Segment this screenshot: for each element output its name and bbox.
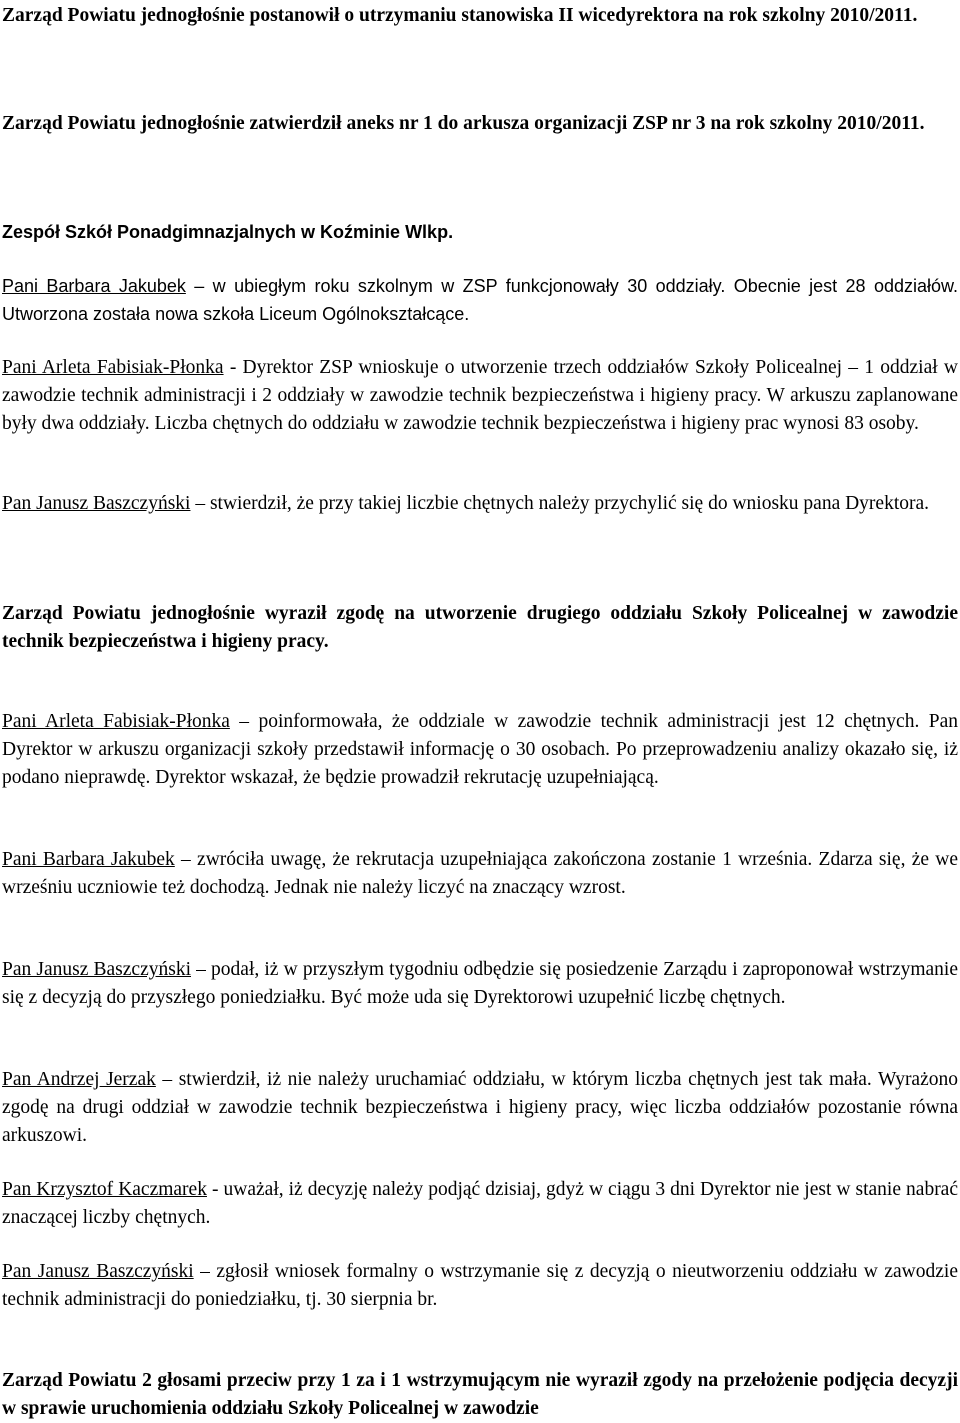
- statement-text: - uważał, iż decyzję należy podjąć dzisiaj, gdyż w ciągu 3 dni Dyrektor nie jest w stanie nabrać znaczącej liczby chętnych.: [2, 1179, 958, 1228]
- resolution-vote: Zarząd Powiatu 2 głosami przeciw przy 1 za i 1 wstrzymującym nie wyraził zgody na przełożenie podjęcia decyzji w sprawie uruchomienia oddziału Szkoły Policealnej w zawodzie: [2, 1370, 958, 1419]
- statement-jakubek-1: [2, 272, 958, 328]
- speaker-name: Pan Andrzej Jerzak: [2, 1069, 156, 1090]
- resolution-aneks: Zarząd Powiatu jednogłośnie zatwierdził aneks nr 1 do arkusza organizacji ZSP nr 3 na rok szkolny 2010/2011.: [2, 113, 925, 134]
- statement-text: – zgłosił wniosek formalny o wstrzymanie się z decyzją o nieutworzeniu oddziału w zawodzie technik administracji do poniedziałku, tj. 30 sierpnia br.: [2, 1261, 958, 1310]
- statement-baszczynski-1: [2, 490, 958, 518]
- section-heading: Zespół Szkół Ponadgimnazjalnych w Koźminie Wlkp.: [2, 222, 454, 242]
- speaker-name: Pani Barbara Jakubek: [2, 276, 186, 296]
- speaker-name: Pani Barbara Jakubek: [2, 849, 175, 870]
- statement-text: – stwierdził, że przy takiej liczbie chętnych należy przychylić się do wniosku pana Dyrektora.: [190, 493, 930, 514]
- statement-jakubek-2: [2, 846, 958, 902]
- statement-text: – poinformowała, że oddziale w zawodzie technik administracji jest 12 chętnych. Pan Dyrektor w arkuszu organizacji szkoły przedstawił informację o 30 osobach. Po przeprowadzeniu analizy okazało się, iż podano nieprawdę. Dyrektor wskazał, że będzie prowadził rekrutację uzupełniającą.: [2, 711, 958, 788]
- speaker-name: Pan Janusz Baszczyński: [2, 1261, 194, 1282]
- statement-fabisiak-2: [2, 708, 958, 792]
- statement-jerzak: [2, 1066, 958, 1150]
- statement-text: – w ubiegłym roku szkolnym w ZSP funkcjonowały 30 oddziały. Obecnie jest 28 oddziałów. Utworzona została nowa szkoła Liceum Ogólnokształcące.: [2, 276, 958, 324]
- statement-baszczynski-3: [2, 1258, 958, 1314]
- resolution-policealna: Zarząd Powiatu jednogłośnie wyraził zgodę na utworzenie drugiego oddziału Szkoły Policealnej w zawodzie technik bezpieczeństwa i higieny pracy.: [2, 603, 958, 652]
- statement-fabisiak-1: [2, 354, 958, 438]
- statement-text: – zwróciła uwagę, że rekrutacja uzupełniająca zakończona zostanie 1 września. Zdarza się, że we wrześniu uczniowie też dochodzą. Jednak nie należy liczyć na znaczący wzrost.: [2, 849, 958, 898]
- statement-text: – podał, iż w przyszłym tygodniu odbędzie się posiedzenie Zarządu i zaproponował wstrzymanie się z decyzją do przyszłego poniedziałku. Być może uda się Dyrektorowi uzupełnić liczbę chętnych.: [2, 959, 958, 1008]
- statement-text: - Dyrektor ZSP wnioskuje o utworzenie trzech oddziałów Szkoły Policealnej – 1 oddział w zawodzie technik administracji i 2 oddziały w zawodzie technik bezpieczeństwa i higieny pracy. W arkuszu zaplanowane były dwa oddziały. Liczba chętnych do oddziału w zawodzie technik bezpieczeństwa i higieny prac wynosi 83 osoby.: [2, 357, 958, 434]
- statement-baszczynski-2: [2, 956, 958, 1012]
- statement-text: – stwierdził, iż nie należy uruchamiać oddziału, w którym liczba chętnych jest tak mała. Wyrażono zgodę na drugi oddział w zawodzie technik bezpieczeństwa i higieny pracy, więc liczba oddziałów pozostanie równa arkuszowi.: [2, 1069, 958, 1146]
- speaker-name: Pan Janusz Baszczyński: [2, 959, 191, 980]
- speaker-name: Pani Arleta Fabisiak-Płonka: [2, 711, 230, 732]
- speaker-name: Pan Janusz Baszczyński: [2, 493, 191, 514]
- speaker-name: Pan Krzysztof Kaczmarek: [2, 1179, 207, 1200]
- resolution-wicedyrektor: Zarząd Powiatu jednogłośnie postanowił o utrzymaniu stanowiska II wicedyrektora na rok szkolny 2010/2011.: [2, 5, 918, 26]
- statement-kaczmarek: [2, 1176, 958, 1232]
- speaker-name: Pani Arleta Fabisiak-Płonka: [2, 357, 224, 378]
